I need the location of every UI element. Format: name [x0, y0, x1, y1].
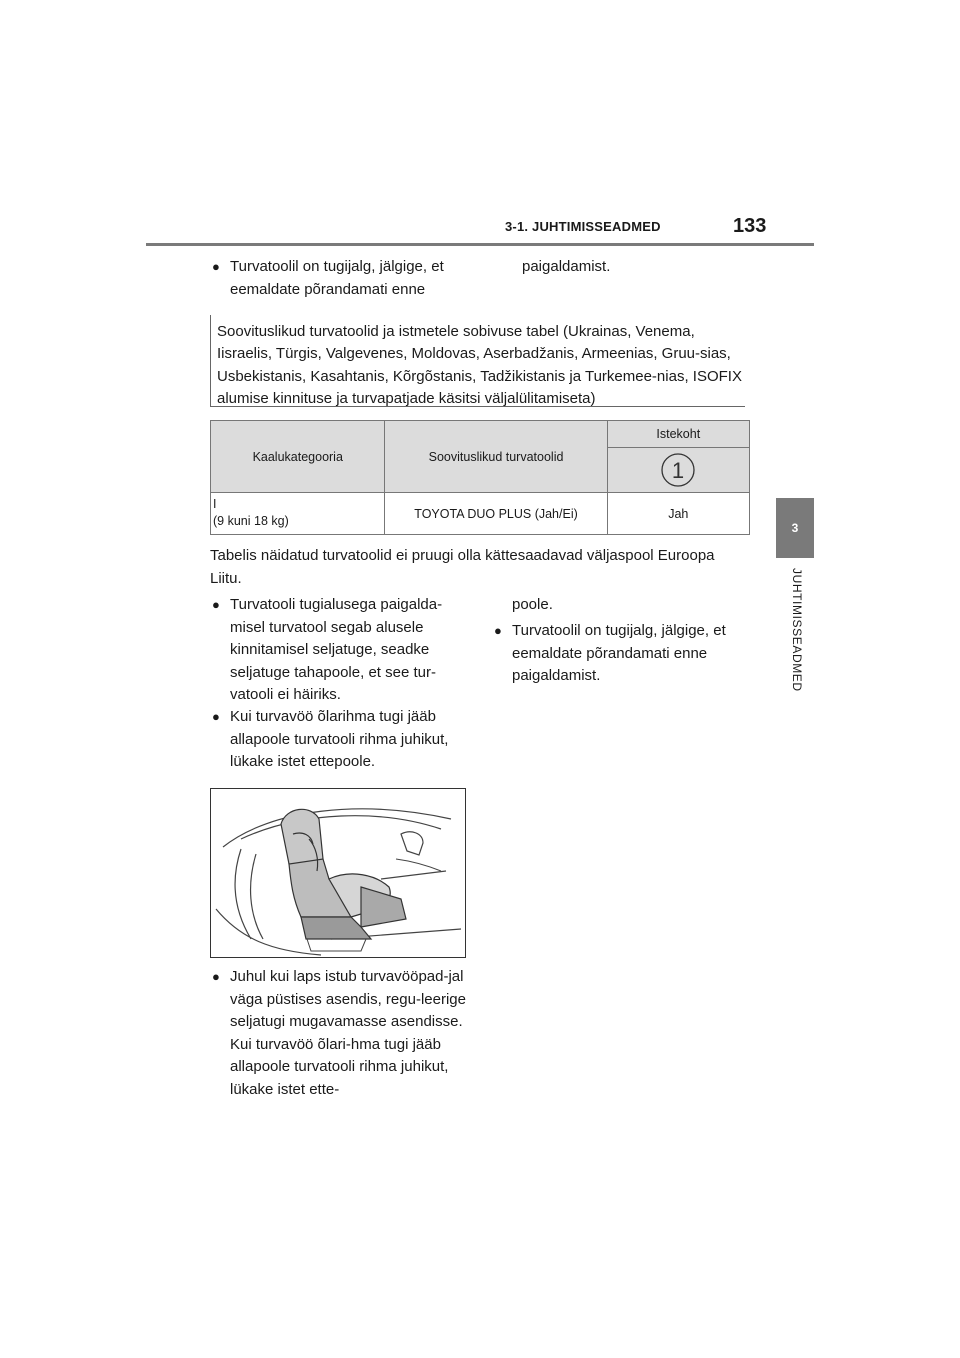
- table-caption-box: [210, 315, 745, 407]
- bullet-icon: ●: [212, 597, 220, 612]
- bullet-icon: ●: [494, 623, 502, 638]
- child-seat-illustration: [210, 788, 466, 958]
- header-position: Istekoht: [607, 421, 749, 448]
- header-weight: Kaalukategooria: [211, 421, 385, 493]
- seat-position-1-icon: [660, 452, 696, 488]
- bullet-text: Turvatoolil on tugijalg, jälgige, et eemaldate põrandamati enne paigaldamist.: [512, 622, 726, 684]
- table-note: Tabelis näidatud turvatoolid ei pruugi olla kättesaadavad väljaspool Euroopa Liitu.: [210, 547, 715, 587]
- compatibility-table: [210, 420, 750, 535]
- chapter-number: 3: [791, 521, 799, 535]
- page-number: 133: [733, 215, 767, 237]
- car-seat-image: [211, 789, 465, 957]
- chapter-label: JUHTIMISSEADMED: [790, 568, 804, 692]
- header-divider: [146, 243, 814, 246]
- seat-cell: TOYOTA DUO PLUS (Jah/Ei): [385, 493, 607, 535]
- bullet-icon: ●: [212, 259, 220, 274]
- top-bullet-continuation: paigaldamist.: [522, 258, 611, 275]
- svg-text:1: 1: [672, 458, 685, 483]
- bullet-icon: ●: [212, 709, 220, 724]
- bullet-shoulder-belt: [212, 706, 467, 774]
- weight-range: (9 kuni 18 kg): [213, 514, 289, 528]
- bullet-backrest: [212, 594, 467, 707]
- weight-class: I: [213, 497, 217, 511]
- table-caption: Soovituslikud turvatoolid ja istmetele sobivuse tabel (Ukrainas, Venema, Iisraelis, Türgis, Valgevenes, Moldovas, Aserbadžanis, Armeenias, Gruu-sias, Usbekistanis, Kasahtanis, Kõrgõstanis, Tadžikistanis ja Turkemee-nias, ISOFIX alumise kinnituse ja turvapatjade käsitsi väljalülitamiseta): [217, 323, 742, 408]
- top-bullet-text: Turvatoolil on tugijalg, jälgige, et eemaldate põrandamati enne: [230, 258, 444, 298]
- chapter-tab: [776, 498, 814, 558]
- bullet-text: Juhul kui laps istub turvavööpad-jal väga püstises asendis, regu-leerige seljatugi mugavamasse asendisse. Kui turvavöö õlari-hma tugi jääb allapoole turvatooli rihma juhikut, lükake istet ette-: [230, 968, 466, 1098]
- bullet-upright-position: [212, 966, 467, 1101]
- right-continuation: poole.: [512, 596, 553, 613]
- bullet-text: Turvatooli tugialusega paigalda-misel turvatool segab alusele kinnitamisel seljatuge, seadke seljatuge tahapoole, et see tur-vatooli ei häiriks.: [230, 596, 443, 703]
- position-value: Jah: [607, 493, 749, 535]
- bullet-text: Kui turvavöö õlarihma tugi jääb allapoole turvatooli rihma juhikut, lükake istet ettepoole.: [230, 708, 449, 770]
- header-seats: Soovituslikud turvatoolid: [385, 421, 607, 493]
- weight-cell: [211, 493, 385, 535]
- bullet-icon: ●: [212, 969, 220, 984]
- section-title: 3-1. JUHTIMISSEADMED: [505, 219, 661, 234]
- top-bullet: [212, 256, 482, 301]
- header-position-1: [607, 448, 749, 493]
- bullet-support-leg: [494, 620, 750, 688]
